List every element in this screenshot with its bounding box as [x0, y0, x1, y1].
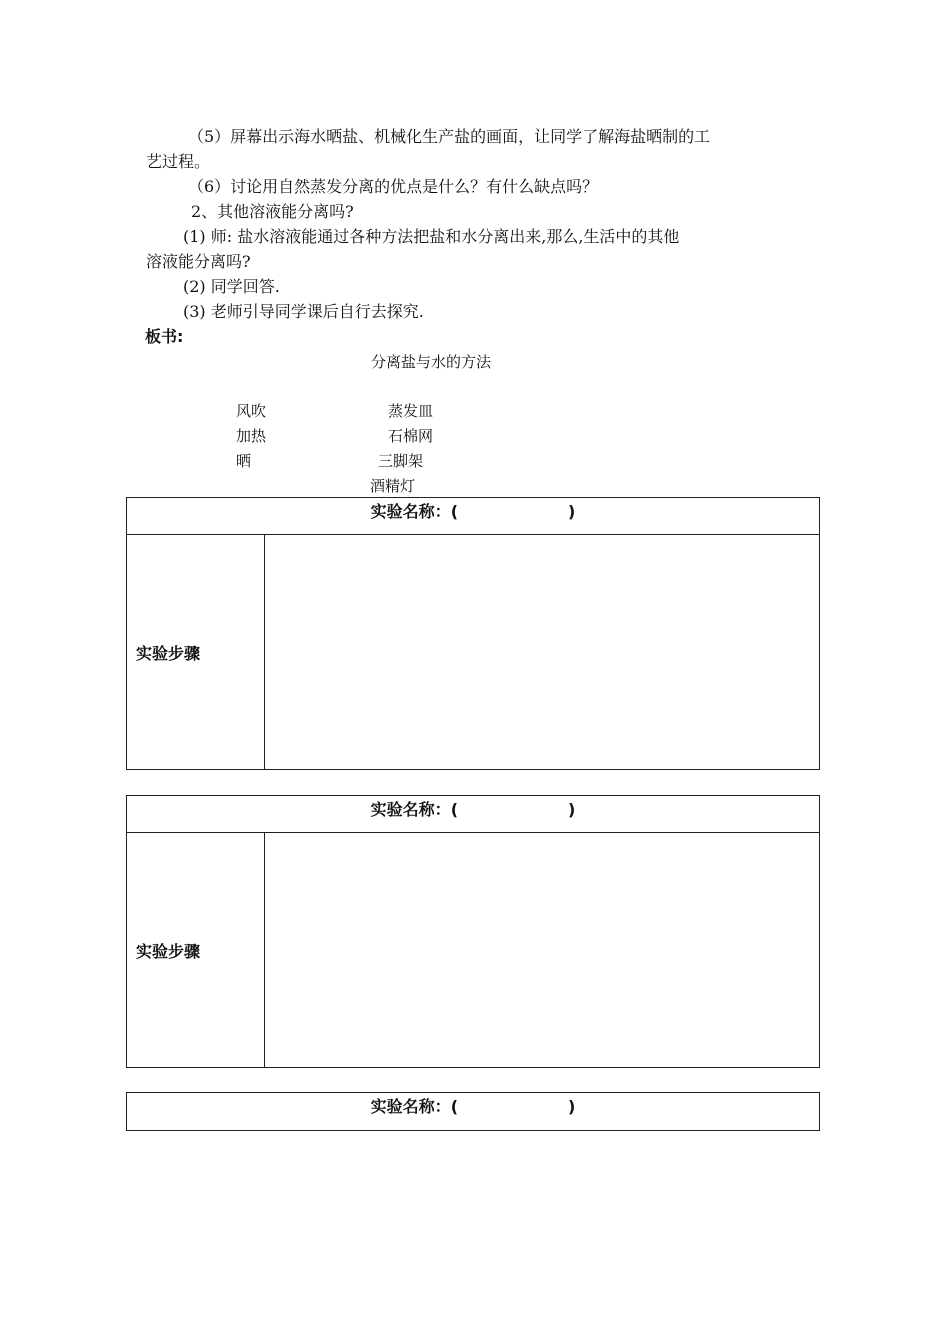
board-equipment: 三脚架 [378, 452, 424, 470]
experiment-name-label: 实验名称： [370, 800, 451, 819]
experiment-table [126, 497, 820, 770]
paragraph-line: (3) 老师引导同学课后自行去探究. [183, 302, 424, 321]
board-equipment: 蒸发皿 [388, 402, 434, 420]
experiment-name-label: 实验名称： [370, 502, 451, 521]
paragraph-line: （5）屏幕出示海水晒盐、机械化生产盐的画面，让同学了解海盐晒制的工 [188, 127, 711, 146]
paren-open: ( [450, 1097, 458, 1116]
board-method: 加热 [236, 427, 267, 445]
experiment-steps-content[interactable] [265, 833, 819, 1067]
paren-open: ( [450, 502, 458, 521]
experiment-steps-label: 实验步骤 [127, 535, 265, 769]
experiment-steps-row [127, 833, 819, 1067]
section-heading: 2、其他溶液能分离吗? [191, 202, 354, 221]
board-method: 晒 [236, 452, 252, 470]
experiment-table [126, 1092, 820, 1131]
experiment-steps-label: 实验步骤 [127, 833, 265, 1067]
board-equipment: 石棉网 [388, 427, 434, 445]
experiment-name-row [127, 796, 819, 833]
paragraph-line: (2) 同学回答. [183, 277, 280, 296]
paragraph-line: 艺过程。 [146, 152, 211, 171]
experiment-name-row [127, 498, 819, 535]
experiment-name-row [127, 1093, 819, 1130]
board-heading: 板书: [145, 327, 184, 346]
experiment-table [126, 795, 820, 1068]
paragraph-line: 溶液能分离吗? [146, 252, 251, 271]
board-title: 分离盐与水的方法 [371, 353, 492, 371]
board-method: 风吹 [236, 402, 267, 420]
paren-close: ) [568, 1097, 576, 1116]
paren-close: ) [568, 502, 576, 521]
experiment-name-label: 实验名称： [370, 1097, 451, 1116]
paren-close: ) [568, 800, 576, 819]
paragraph-line: （6）讨论用自然蒸发分离的优点是什么？有什么缺点吗？ [188, 177, 599, 196]
paragraph-line: (1) 师: 盐水溶液能通过各种方法把盐和水分离出来,那么,生活中的其他 [183, 227, 680, 246]
experiment-steps-content[interactable] [265, 535, 819, 769]
board-equipment: 酒精灯 [370, 477, 416, 495]
paren-open: ( [450, 800, 458, 819]
experiment-steps-row [127, 535, 819, 769]
